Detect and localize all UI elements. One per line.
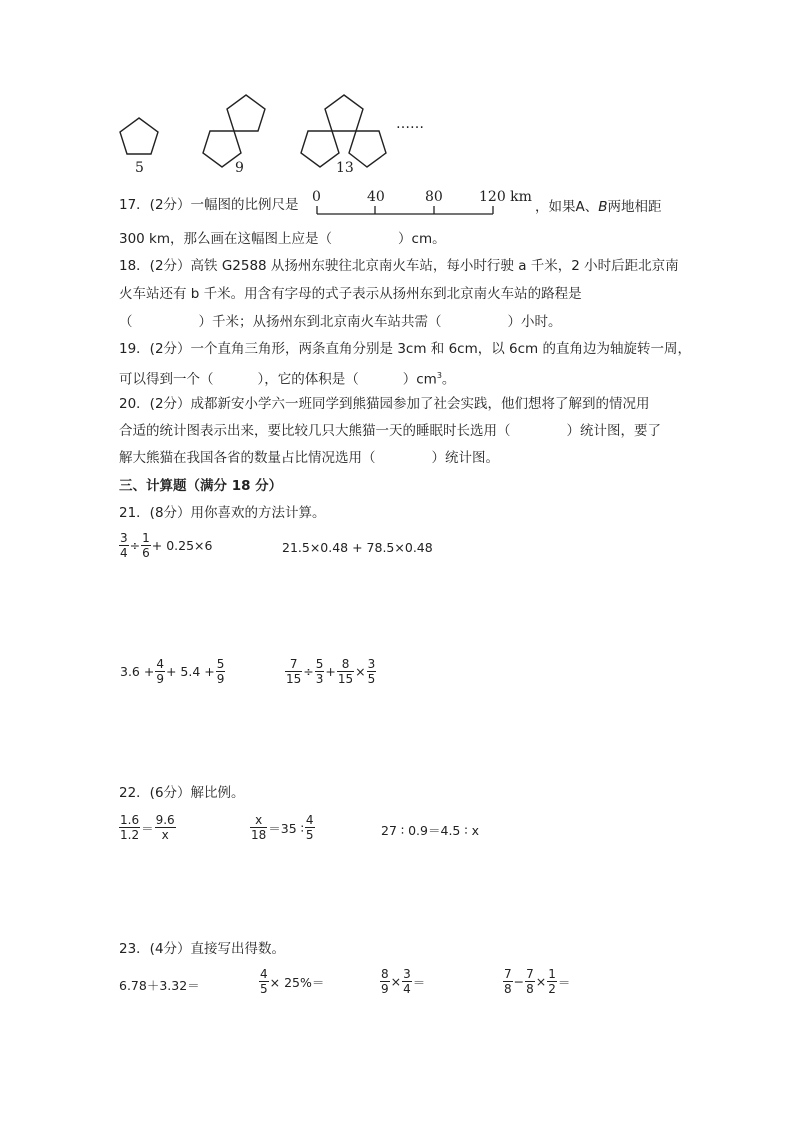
pentagon-1 bbox=[120, 118, 158, 154]
q19-line1: 19．(2分）一个直角三角形，两条直角分别是 3cm 和 6cm，以 6cm 的直角边为轴旋转一周， bbox=[119, 341, 691, 357]
fraction bbox=[216, 657, 226, 686]
math-term: 3 bbox=[367, 657, 376, 671]
math-term: ）统计图，要了 bbox=[566, 423, 661, 439]
math-term: × bbox=[390, 974, 402, 989]
scale-tick-120: 120 km bbox=[479, 189, 532, 205]
math-term: 6 bbox=[142, 546, 150, 560]
math-term: 15 bbox=[286, 672, 302, 686]
math-term: 1.6 bbox=[120, 813, 140, 827]
q22-title: 22．(6分）解比例。 bbox=[119, 785, 245, 801]
math-term: 7 bbox=[526, 967, 534, 981]
math-term: 3 bbox=[315, 672, 324, 686]
math-term: ÷ bbox=[129, 538, 141, 553]
math-term: 4 bbox=[120, 546, 128, 560]
math-term: x bbox=[250, 813, 267, 828]
fraction bbox=[119, 531, 129, 560]
math-term: 3 bbox=[403, 967, 411, 981]
math-term: 9 bbox=[216, 672, 225, 686]
math-term: + 5.4 + bbox=[165, 664, 215, 679]
scale-tick-40: 40 bbox=[367, 189, 385, 205]
math-term: 5 bbox=[367, 672, 376, 686]
q17-prefix: 17．(2分）一幅图的比例尺是 bbox=[119, 197, 299, 213]
fraction bbox=[337, 657, 354, 686]
fraction bbox=[503, 967, 513, 996]
math-term: 1.2 bbox=[120, 828, 140, 842]
pentagon-2a bbox=[227, 95, 265, 131]
section-3-title: 三、计算题（满分 18 分） bbox=[119, 478, 283, 494]
math-term: 300 km bbox=[119, 231, 171, 247]
fraction bbox=[141, 531, 151, 560]
math-term: × bbox=[535, 974, 547, 989]
math-term: 7 bbox=[285, 657, 302, 672]
math-term: ＝35 ∶ bbox=[268, 820, 304, 836]
math-term: 3 bbox=[436, 371, 442, 380]
q22-proportion-1 bbox=[119, 813, 176, 842]
point-a: A bbox=[575, 199, 585, 215]
math-term: ）统计图。 bbox=[431, 450, 499, 466]
q22-proportion-2 bbox=[250, 813, 315, 842]
q20-line3 bbox=[119, 448, 499, 468]
math-term: ）cm bbox=[402, 371, 437, 388]
q23-calc-3 bbox=[380, 967, 426, 996]
math-term: 4 bbox=[156, 657, 164, 671]
math-term: 5 bbox=[305, 828, 314, 842]
math-term: 解大熊猫在我国各省的数量占比情况选用（ bbox=[119, 450, 376, 466]
math-term: 9.6 bbox=[155, 813, 175, 827]
math-term: 9 bbox=[381, 982, 389, 996]
math-term: 3 bbox=[120, 531, 128, 545]
math-term: 两地相距 bbox=[607, 199, 662, 215]
math-term: − bbox=[513, 974, 525, 989]
pentagon-3b bbox=[301, 131, 339, 167]
fraction bbox=[547, 967, 557, 996]
figure-label-1: 5 bbox=[135, 160, 144, 176]
math-term: 8 bbox=[337, 657, 354, 672]
fraction bbox=[155, 657, 165, 686]
math-term: ）千米；从扬州东到北京南火车站共需（ bbox=[198, 314, 442, 330]
figure-ellipsis: …… bbox=[396, 116, 424, 132]
math-term: ＝ bbox=[141, 820, 154, 836]
q17-line1 bbox=[119, 195, 299, 215]
q20-line2 bbox=[119, 421, 661, 441]
math-term: x bbox=[161, 828, 169, 842]
fraction bbox=[305, 813, 315, 842]
q21-expr-3 bbox=[119, 657, 225, 686]
pentagon-pattern-figure bbox=[110, 88, 450, 183]
fraction bbox=[367, 657, 377, 686]
math-term: 1 bbox=[142, 531, 150, 545]
q18-line3 bbox=[119, 312, 562, 332]
math-term: 9 bbox=[156, 672, 164, 686]
math-term: 8 bbox=[381, 967, 389, 981]
fraction bbox=[285, 657, 302, 686]
q23-calc-2 bbox=[259, 967, 325, 996]
q18-line2: 火车站还有 b 千米。用含有字母的式子表示从扬州东到北京南火车站的路程是 bbox=[119, 286, 582, 302]
math-term: 8 bbox=[526, 982, 534, 996]
pentagon-3c bbox=[349, 131, 386, 167]
math-term: 7 bbox=[504, 967, 512, 981]
fraction bbox=[525, 967, 535, 996]
figure-label-2: 9 bbox=[235, 160, 244, 176]
point-b: B bbox=[598, 199, 608, 215]
math-term: 8 bbox=[504, 982, 512, 996]
math-term: ），它的体积是（ bbox=[257, 371, 359, 388]
math-term: 合适的统计图表示出来，要比较几只大熊猫一天的睡眠时长选用（ bbox=[119, 423, 511, 439]
math-term: ）cm。 bbox=[398, 231, 446, 247]
q21-title: 21．(8分）用你喜欢的方法计算。 bbox=[119, 505, 326, 521]
math-term: 4 bbox=[260, 967, 268, 981]
math-term: ＝ bbox=[412, 974, 426, 990]
q17-line1-end bbox=[535, 195, 662, 215]
fraction bbox=[250, 813, 267, 842]
q21-expr-4 bbox=[285, 657, 376, 686]
math-term: 、 bbox=[584, 199, 599, 215]
math-term: ，那么画在这幅图上应是（ bbox=[170, 231, 333, 247]
math-term: 5 bbox=[315, 657, 324, 671]
math-term: × 25%＝ bbox=[269, 974, 325, 990]
q21-expr-2: 21.5×0.48 + 78.5×0.48 bbox=[282, 540, 433, 555]
math-term: 1 bbox=[548, 967, 556, 981]
fraction bbox=[259, 967, 269, 996]
math-term: 5 bbox=[260, 982, 268, 996]
scale-tick-0: 0 bbox=[312, 189, 321, 205]
math-term: 15 bbox=[337, 672, 354, 686]
fraction bbox=[119, 813, 140, 842]
math-term: 18 bbox=[251, 828, 267, 842]
fraction bbox=[155, 813, 176, 842]
fraction bbox=[380, 967, 390, 996]
math-term: ，如果 bbox=[535, 199, 576, 215]
q23-calc-1: 6.78＋3.32＝ bbox=[119, 978, 200, 993]
math-term: 5 bbox=[216, 657, 225, 671]
q18-line1: 18．(2分）高铁 G2588 从扬州东驶往北京南火车站，每小时行驶 a 千米，2 小时后距北京南 bbox=[119, 258, 679, 274]
fraction bbox=[315, 657, 325, 686]
scale-bar bbox=[316, 200, 498, 216]
math-term: ＝ bbox=[557, 974, 571, 990]
math-term: ÷ bbox=[303, 664, 314, 679]
math-term: 4 bbox=[403, 982, 411, 996]
figure-label-3: 13 bbox=[336, 160, 354, 176]
q19-line2 bbox=[119, 366, 455, 390]
math-term: × bbox=[355, 664, 366, 679]
math-term: 3.6 + bbox=[120, 664, 155, 679]
q23-title: 23．(4分）直接写出得数。 bbox=[119, 941, 286, 957]
q22-proportion-3: 27 ∶ 0.9＝4.5 ∶ x bbox=[381, 823, 479, 838]
math-term: 可以得到一个（ bbox=[119, 371, 214, 388]
math-term: + bbox=[325, 664, 336, 679]
math-term: 2 bbox=[548, 982, 556, 996]
q23-calc-4 bbox=[503, 967, 571, 996]
math-term: + 0.25×6 bbox=[151, 538, 213, 553]
pentagon-3a bbox=[325, 95, 363, 131]
q17-line2 bbox=[119, 229, 446, 249]
math-term: 。 bbox=[441, 371, 456, 388]
fraction bbox=[402, 967, 412, 996]
scale-tick-80: 80 bbox=[425, 189, 443, 205]
q21-expr-1 bbox=[119, 531, 213, 560]
math-term: 4 bbox=[305, 813, 314, 827]
math-term: ）小时。 bbox=[507, 314, 562, 330]
math-term: （ bbox=[119, 314, 133, 330]
q20-line1: 20．(2分）成都新安小学六一班同学到熊猫园参加了社会实践，他们想将了解到的情况用 bbox=[119, 396, 650, 412]
